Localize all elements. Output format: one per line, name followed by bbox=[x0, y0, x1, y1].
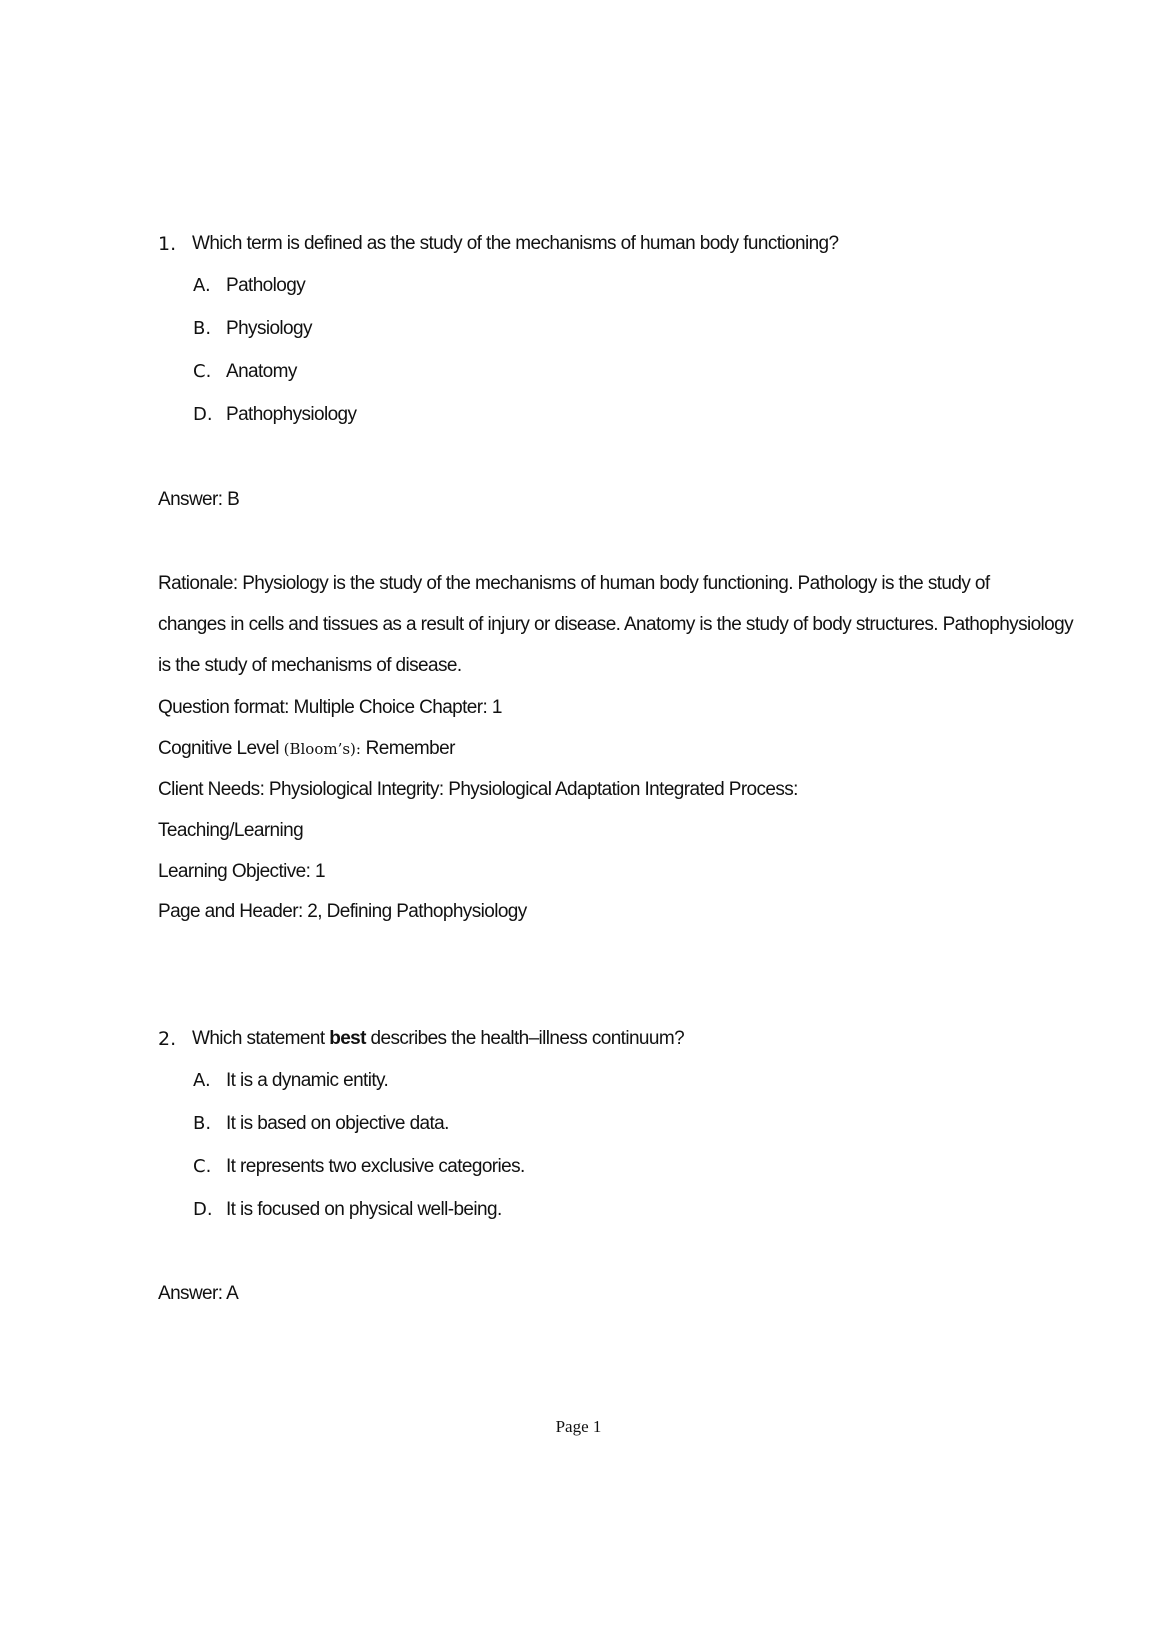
stem-text: describes the health–illness continuum? bbox=[365, 1028, 685, 1049]
option-text: Physiology bbox=[226, 318, 312, 339]
blooms-label: (Bloom’s): bbox=[283, 740, 361, 758]
cognitive-level-label: Cognitive Level bbox=[158, 738, 279, 759]
client-needs-continued: Teaching/Learning bbox=[158, 820, 304, 841]
question-format: Question format: Multiple Choice Chapter: 1 bbox=[158, 697, 502, 718]
page-number: Page 1 bbox=[555, 1417, 602, 1436]
option-text: Pathophysiology bbox=[226, 404, 357, 425]
question-number: 2. bbox=[158, 1028, 177, 1050]
option-text: Pathology bbox=[226, 275, 306, 296]
cognitive-level-value: Remember bbox=[365, 738, 455, 759]
client-needs: Client Needs: Physiological Integrity: Physiological Adaptation Integrated Process: bbox=[158, 779, 798, 800]
question-stem bbox=[192, 1027, 684, 1051]
stem-emphasis: best bbox=[329, 1028, 366, 1049]
learning-objective: Learning Objective: 1 bbox=[158, 861, 325, 882]
option-letter: A. bbox=[193, 275, 211, 296]
option-letter: B. bbox=[193, 318, 212, 339]
option-text: It represents two exclusive categories. bbox=[226, 1156, 525, 1177]
rationale-line: changes in cells and tissues as a result of injury or disease. Anatomy is the study of body structures. Pathophysiology bbox=[158, 614, 1074, 635]
rationale-line: is the study of mechanisms of disease. bbox=[158, 655, 462, 676]
cognitive-level bbox=[158, 737, 455, 761]
option-letter: C. bbox=[193, 1156, 212, 1177]
option-text: Anatomy bbox=[226, 361, 297, 382]
stem-text: Which statement bbox=[192, 1028, 330, 1049]
option-letter: A. bbox=[193, 1070, 211, 1091]
answer: Answer: B bbox=[158, 489, 240, 510]
option-letter: D. bbox=[193, 1199, 213, 1220]
option-letter: B. bbox=[193, 1113, 212, 1134]
option-letter: C. bbox=[193, 361, 212, 382]
question-number: 1. bbox=[158, 233, 177, 255]
page-and-header: Page and Header: 2, Defining Pathophysiology bbox=[158, 901, 527, 922]
option-text: It is focused on physical well-being. bbox=[226, 1199, 502, 1220]
answer: Answer: A bbox=[158, 1283, 239, 1304]
option-text: It is a dynamic entity. bbox=[226, 1070, 389, 1091]
option-letter: D. bbox=[193, 404, 213, 425]
rationale-line: Rationale: Physiology is the study of the mechanisms of human body functioning. Pathology is the study of bbox=[158, 573, 990, 594]
option-text: It is based on objective data. bbox=[226, 1113, 449, 1134]
question-stem: Which term is defined as the study of the mechanisms of human body functioning? bbox=[192, 233, 839, 254]
